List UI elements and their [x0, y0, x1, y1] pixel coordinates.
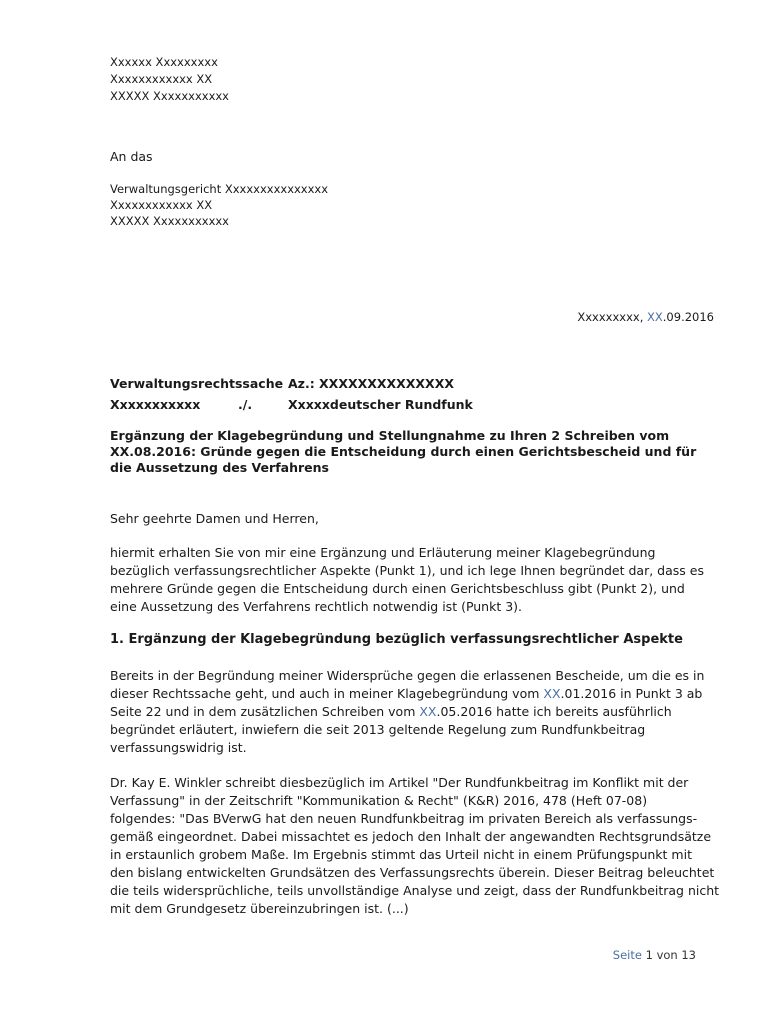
subject-line: die Aussetzung des Verfahrens [110, 460, 329, 475]
case-reference [110, 373, 473, 415]
text-run: dieser Rechtssache geht, und auch in meiner Klagebegründung vom [110, 686, 544, 701]
case-label: Verwaltungsrechtssache [110, 376, 284, 391]
page-number [613, 948, 696, 962]
paragraph-line: Bereits in der Begründung meiner Widersprüche gegen die erlassenen Bescheide, um die es in [110, 668, 705, 683]
recipient-street: Xxxxxxxxxxxx XX [110, 198, 213, 212]
text-run: .05.2016 hatte ich bereits ausführlich [436, 704, 672, 719]
sender-street: Xxxxxxxxxxxx XX [110, 72, 213, 86]
paragraph-line: verfassungswidrig ist. [110, 740, 247, 755]
paragraph-line: eine Aussetzung des Verfahrens rechtlich notwendig ist (Punkt 3). [110, 599, 523, 614]
recipient-city: XXXXX Xxxxxxxxxxx [110, 214, 229, 228]
recipient-greeting: An das [110, 149, 153, 164]
paragraph-line: hiermit erhalten Sie von mir eine Ergänzung und Erläuterung meiner Klagebegründung [110, 545, 656, 560]
date-day: XX [647, 310, 663, 324]
date-place: Xxxxxxxxx, [577, 310, 648, 324]
case-versus: ./. [238, 397, 253, 412]
date-rest: .09.2016 [662, 310, 714, 324]
paragraph-line: in erstaunlich grobem Maße. Im Ergebnis stimmt das Urteil nicht in einem Prüfungspunkt mit [110, 847, 692, 862]
letter-subject [110, 428, 710, 476]
paragraph-line: folgendes: "Das BVerwG hat den neuen Rundfunkbeitrag im privaten Bereich als verfassungs- [110, 811, 698, 826]
subject-line: XX.08.2016: Gründe gegen die Entscheidung durch einen Gerichtsbescheid und für [110, 444, 697, 459]
paragraph-line: Dr. Kay E. Winkler schreibt diesbezüglich im Artikel "Der Rundfunkbeitrag im Konflikt mit der [110, 775, 689, 790]
section-heading-1: 1. Ergänzung der Klagebegründung bezüglich verfassungsrechtlicher Aspekte [110, 632, 683, 647]
page-label: Seite [612, 948, 642, 962]
paragraph-line: mehrere Gründe gegen die Entscheidung durch einen Gerichtsbeschluss gibt (Punkt 2), und [110, 581, 685, 596]
redacted-day: XX [419, 704, 437, 719]
body-paragraph-2 [110, 774, 720, 918]
intro-paragraph [110, 544, 704, 616]
sender-address [110, 54, 229, 105]
recipient-address [110, 181, 328, 229]
case-party-plaintiff: Xxxxxxxxxxx [110, 397, 201, 412]
text-run: .01.2016 in Punkt 3 ab [560, 686, 703, 701]
body-paragraph-1 [110, 667, 710, 757]
sender-name: Xxxxxx Xxxxxxxxx [110, 55, 218, 69]
paragraph-line: begründet erläutert, inwiefern die seit 2013 geltende Regelung zum Rundfunkbeitrag [110, 722, 646, 737]
page-current: 1 [645, 948, 653, 962]
letter-date [577, 310, 714, 324]
case-az: Az.: XXXXXXXXXXXXXX [288, 376, 454, 391]
sender-city: XXXXX Xxxxxxxxxxx [110, 89, 229, 103]
text-run: Seite 22 und in dem zusätzlichen Schreiben vom [110, 704, 420, 719]
page-von: von [656, 948, 678, 962]
case-party-defendant: Xxxxxdeutscher Rundfunk [288, 397, 473, 412]
paragraph-line: den bislang entwickelten Grundsätzen des Verfassungsrechts überein. Dieser Beitrag beleuchtet [110, 865, 715, 880]
subject-line: Ergänzung der Klagebegründung und Stellungnahme zu Ihren 2 Schreiben vom [110, 428, 670, 443]
redacted-day: XX [543, 686, 561, 701]
page-total: 13 [681, 948, 696, 962]
salutation: Sehr geehrte Damen und Herren, [110, 511, 319, 526]
paragraph-line: Verfassung" in der Zeitschrift "Kommunikation & Recht" (K&R) 2016, 478 (Heft 07-08) [110, 793, 648, 808]
paragraph-line [110, 685, 710, 703]
paragraph-line: bezüglich verfassungsrechtlicher Aspekte (Punkt 1), und ich lege Ihnen begründet dar, dass es [110, 563, 704, 578]
paragraph-line: die teils widersprüchliche, teils unvollständige Analyse und zeigt, dass der Rundfunkbeitrag nicht [110, 883, 720, 898]
paragraph-line: mit dem Grundgesetz übereinzubringen ist. (...) [110, 901, 409, 916]
paragraph-line: gemäß eingeordnet. Dabei missachtet es jedoch den Inhalt der angewandten Rechtsgrundsätze [110, 829, 712, 844]
recipient-court: Verwaltungsgericht Xxxxxxxxxxxxxxx [110, 182, 329, 196]
paragraph-line [110, 703, 710, 721]
